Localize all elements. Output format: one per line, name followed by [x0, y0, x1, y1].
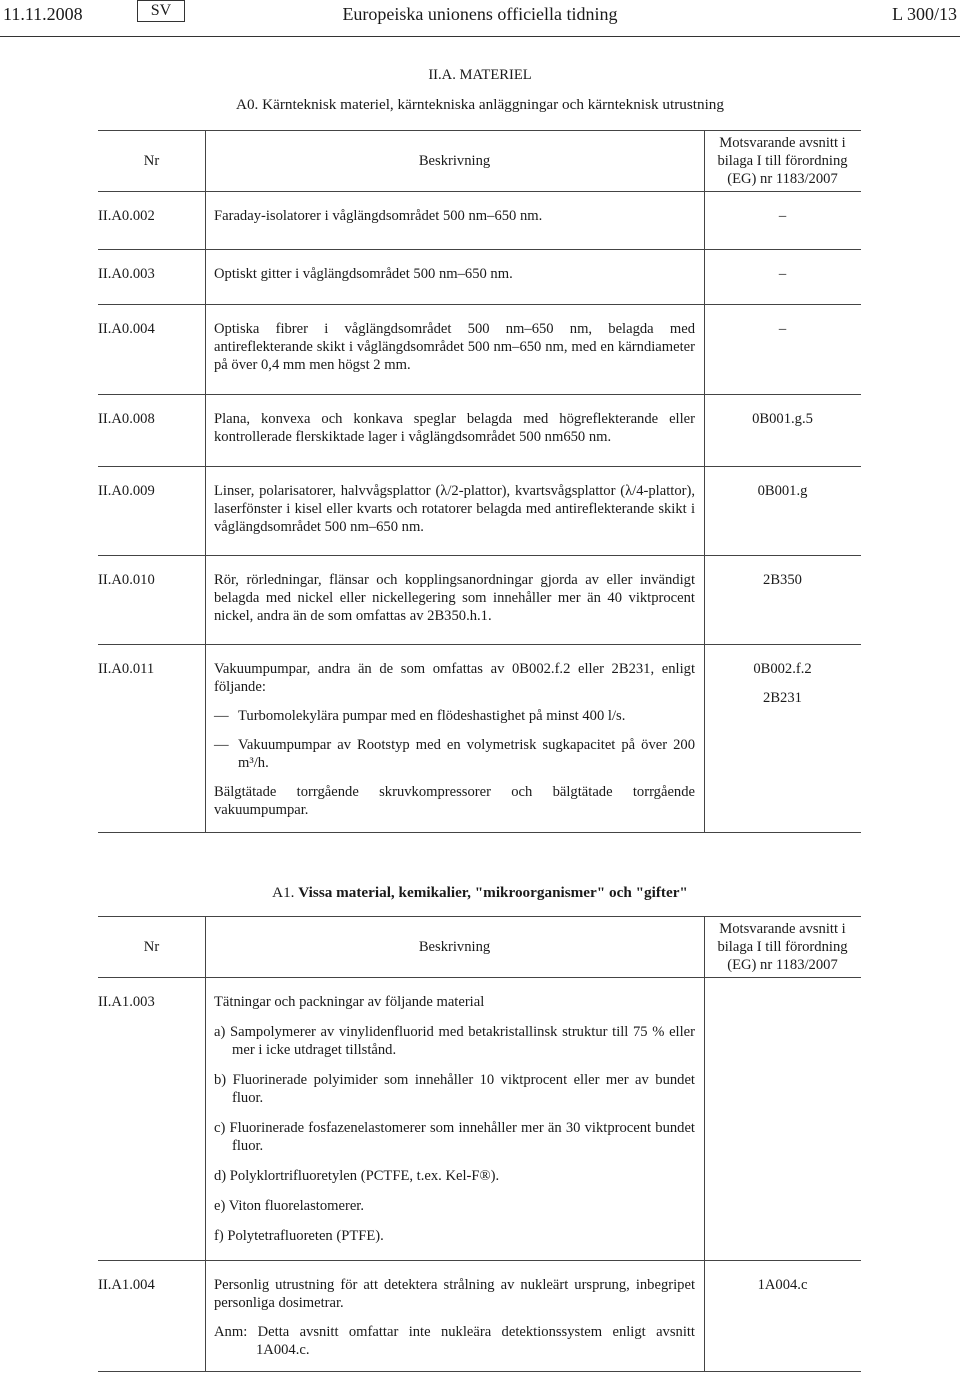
table-a0: [98, 130, 861, 833]
row-reference: –: [778, 208, 787, 224]
row-number: II.A0.011: [98, 661, 155, 677]
list-item: a) Sampolymerer av vinylidenfluorid med betakristallinsk struktur till 75 % eller mer i icke utdraget tillstånd.: [214, 1024, 695, 1058]
page-reference: L 300/13: [892, 4, 957, 24]
row-description: [214, 993, 695, 1257]
table-row: [98, 395, 861, 467]
language-badge: SV: [137, 0, 185, 22]
col-ref-header: Motsvarande avsnitt i bilaga I till förordning (EG) nr 1183/2007: [717, 135, 848, 187]
row-number: II.A0.009: [98, 483, 155, 499]
section-heading: Kärnteknisk materiel, kärntekniska anläggningar och kärnteknisk utrustning: [262, 96, 724, 113]
table-row: [98, 978, 861, 1261]
col-desc-header: Beskrivning: [418, 153, 491, 169]
row-reference: 0B001.g.5: [752, 411, 813, 427]
row-number: II.A1.004: [98, 1277, 155, 1293]
list-item-text: Vakuumpumpar av Rootstyp med en volymetrisk sugkapacitet på över 200 m³/h.: [238, 737, 695, 771]
row-description: Linser, polarisatorer, halvvågsplattor (λ/2-plattor), kvartsvågsplattor (λ/4-plattor), laserfönster i kisel eller kvarts och rotatorer belagda med antireflekterande skikt i våglängdsområdet 500 nm–650 nm.: [214, 483, 695, 535]
table-row: [98, 192, 861, 250]
ref-secondary: 2B231: [763, 690, 802, 706]
table-row: [98, 467, 861, 556]
list-item: b) Fluorinerade polyimider som innehåller 10 viktprocent eller mer av bundet fluor.: [214, 1072, 695, 1106]
row-description: [214, 1276, 695, 1371]
section-heading: Vissa material, kemikalier, "mikroorganismer" och "gifter": [298, 884, 688, 901]
col-desc-header: Beskrivning: [418, 939, 491, 955]
section-prefix: A0.: [236, 96, 259, 113]
col-nr-header: Nr: [143, 939, 160, 955]
table-row: [98, 556, 861, 645]
row-reference: 2B350: [763, 572, 802, 588]
row-number: II.A0.004: [98, 321, 155, 337]
section-label: II.A. MATERIEL: [428, 67, 532, 83]
table-row: [98, 250, 861, 305]
dash-marker: —: [214, 708, 229, 724]
ref-primary: 0B002.f.2: [753, 661, 812, 677]
section-title-a1: [0, 884, 960, 902]
list-item: c) Fluorinerade fosfazenelastomerer som innehåller mer än 30 viktprocent bundet fluor.: [214, 1120, 695, 1154]
list-item: [214, 707, 695, 725]
row-extra: Bälgtätade torrgående skruvkompressorer och bälgtätade torrgående vakuumpumpar.: [214, 784, 695, 818]
list-item: e) Viton fluorelastomerer.: [214, 1198, 365, 1214]
row-description: Faraday-isolatorer i våglängdsområdet 500 nm–650 nm.: [214, 208, 543, 224]
row-description: Plana, konvexa och konkava speglar belagda med högreflekterande eller kontrollerade flerskiktade lager i våglängdsområdet 500 nm650 nm.: [214, 411, 695, 445]
col-ref-header: Motsvarande avsnitt i bilaga I till förordning (EG) nr 1183/2007: [717, 921, 848, 973]
row-number: II.A0.008: [98, 411, 155, 427]
col-nr-header: Nr: [143, 153, 160, 169]
row-number: II.A0.003: [98, 266, 155, 282]
row-number: II.A1.003: [98, 994, 155, 1010]
row-number: II.A0.010: [98, 572, 155, 588]
list-item-text: Turbomolekylära pumpar med en flödeshastighet på minst 400 l/s.: [238, 708, 626, 724]
publication-date: 11.11.2008: [3, 4, 83, 24]
row-intro: Tätningar och packningar av följande material: [214, 994, 485, 1010]
row-number: II.A0.002: [98, 208, 155, 224]
table-header: [98, 917, 861, 978]
row-intro: Personlig utrustning för att detektera strålning av nukleärt ursprung, inbegripet personliga dosimetrar.: [214, 1277, 695, 1311]
section-title-a0: [0, 96, 960, 114]
table-a1: [98, 916, 861, 1372]
row-reference: 1A004.c: [757, 1277, 808, 1293]
row-intro: Vakuumpumpar, andra än de som omfattas av 0B002.f.2 eller 2B231, enligt följande:: [214, 661, 695, 695]
journal-title: Europeiska unionens officiella tidning: [342, 4, 618, 24]
row-description: Rör, rörledningar, flänsar och kopplingsanordningar gjorda av eller invändigt belagda med nickel eller nickellegering som innehåller mer än 40 viktprocent nickel, andra än de som omfattas av 2B350.h.1.: [214, 572, 695, 624]
page-header: [0, 0, 960, 37]
list-item: [214, 736, 695, 772]
row-description: Optiska fibrer i våglängdsområdet 500 nm–650 nm, belagda med antireflekterande skikt i våglängdsområdet 500 nm–650 nm, med en kärndiameter på över 0,4 mm men högst 2 mm.: [214, 321, 695, 373]
list-item: f) Polytetrafluoreten (PTFE).: [214, 1228, 384, 1244]
row-reference: –: [778, 321, 787, 337]
dash-marker: —: [214, 737, 229, 753]
row-reference: [704, 660, 861, 707]
list-item: d) Polyklortrifluoretylen (PCTFE, t.ex. Kel-F®).: [214, 1168, 500, 1184]
table-header: [98, 131, 861, 192]
row-description: Optiskt gitter i våglängdsområdet 500 nm–650 nm.: [214, 266, 513, 282]
table-row: [98, 645, 861, 832]
row-note: Anm: Detta avsnitt omfattar inte nukleära detektionssystem enligt avsnitt 1A004.c.: [214, 1324, 695, 1358]
table-row: [98, 305, 861, 395]
table-row: [98, 1261, 861, 1371]
row-description: [214, 660, 695, 830]
section-prefix: A1.: [272, 884, 295, 901]
row-reference: –: [778, 266, 787, 282]
row-reference: 0B001.g: [757, 483, 808, 499]
